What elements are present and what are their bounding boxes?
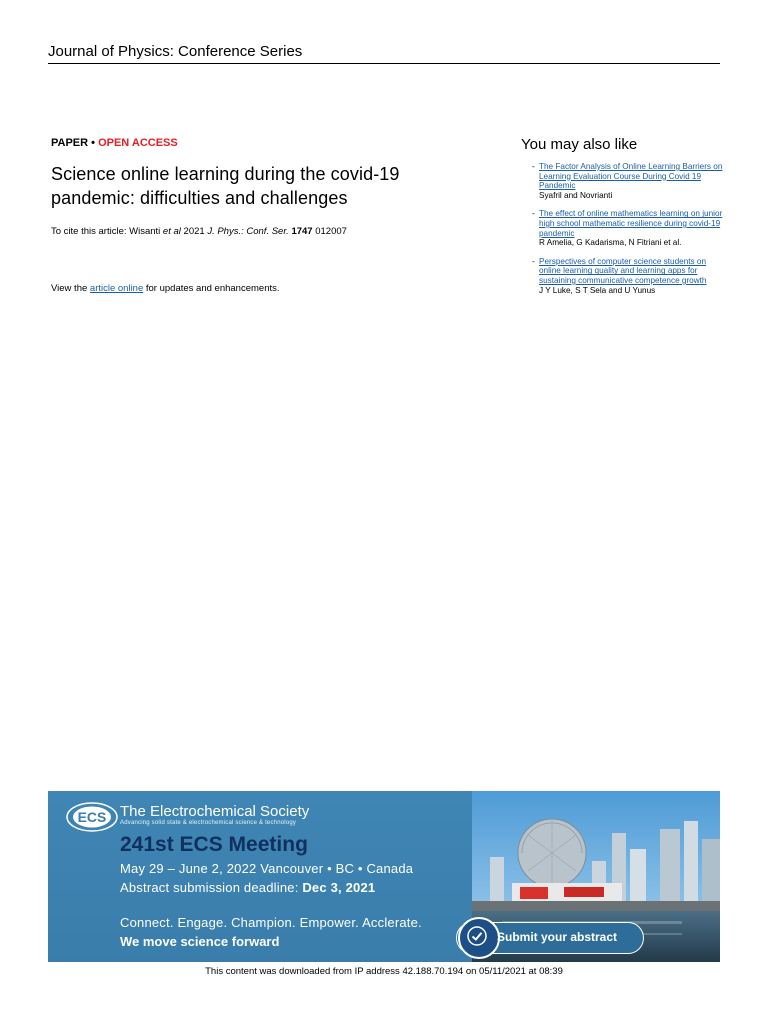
banner-slogan: Connect. Engage. Champion. Empower. Acclerate. <box>120 915 422 930</box>
related-article-link[interactable]: The Factor Analysis of Online Learning Barriers on Learning Evaluation Course During Covid 19 Pandemic <box>539 162 723 191</box>
you-may-also-like-heading: You may also like <box>521 136 638 153</box>
related-article-item <box>532 256 724 295</box>
cite-journal: J. Phys.: Conf. Ser. <box>207 226 289 237</box>
view-suffix: for updates and enhancements. <box>143 283 280 294</box>
paper-type-line <box>51 137 178 149</box>
list-dash: - <box>532 209 535 219</box>
submit-abstract-button[interactable] <box>456 922 644 954</box>
separator-bullet: • <box>88 137 99 149</box>
cite-etal: et al <box>162 226 181 237</box>
org-name: The Electrochemical Society <box>120 803 310 820</box>
view-prefix: View the <box>51 283 90 294</box>
banner-tagline: We move science forward <box>120 934 280 949</box>
banner-text-panel <box>48 791 472 962</box>
ecs-meeting-banner[interactable] <box>48 791 720 962</box>
related-article-authors: Syafril and Novrianti <box>539 190 613 200</box>
deadline-date: Dec 3, 2021 <box>302 880 376 895</box>
submit-abstract-label: Submit your abstract <box>497 930 618 944</box>
ecs-logo-text: ECS <box>77 809 107 825</box>
article-title: Science online learning during the covid-19 pandemic: difficulties and challenges <box>51 164 400 208</box>
cite-number: 012007 <box>312 226 347 237</box>
related-article-item <box>532 209 724 248</box>
citation-line <box>51 226 347 237</box>
list-dash: - <box>532 162 535 171</box>
meeting-title: 241st ECS Meeting <box>120 833 308 856</box>
list-dash: - <box>532 256 535 266</box>
org-tagline: Advancing solid state & electrochemical science & technology <box>120 820 297 826</box>
view-online-line <box>51 283 280 294</box>
journal-name: Journal of Physics: Conference Series <box>48 43 303 60</box>
related-article-link[interactable]: Perspectives of computer science students on online learning quality and learning apps for sustaining communicative competence growth <box>539 256 707 285</box>
related-article-link[interactable]: The effect of online mathematics learning on junior high school mathematic resilience during covid-19 pandemic <box>539 209 723 238</box>
article-online-link[interactable]: article online <box>89 283 144 294</box>
related-article-item <box>532 162 724 200</box>
deadline-prefix: Abstract submission deadline: <box>120 880 303 895</box>
ecs-logo-icon <box>66 802 118 832</box>
related-articles-list <box>532 162 724 304</box>
cite-prefix: To cite this article: Wisanti <box>51 226 163 237</box>
related-article-authors: R Amelia, G Kadarisma, N Fitriani et al. <box>539 238 682 248</box>
journal-header <box>48 43 720 64</box>
paper-type-label: PAPER <box>51 137 89 149</box>
open-access-label: OPEN ACCESS <box>98 137 178 149</box>
checkmark-icon <box>458 917 500 959</box>
meeting-dates: May 29 – June 2, 2022 Vancouver • BC • Canada <box>120 861 414 876</box>
abstract-deadline <box>120 880 375 895</box>
related-article-authors: J Y Luke, S T Sela and U Yunus <box>539 285 656 295</box>
cite-year: 2021 <box>180 226 208 237</box>
download-footer: This content was downloaded from IP address 42.188.70.194 on 05/11/2021 at 08:39 <box>205 966 563 977</box>
cite-volume: 1747 <box>291 226 313 237</box>
